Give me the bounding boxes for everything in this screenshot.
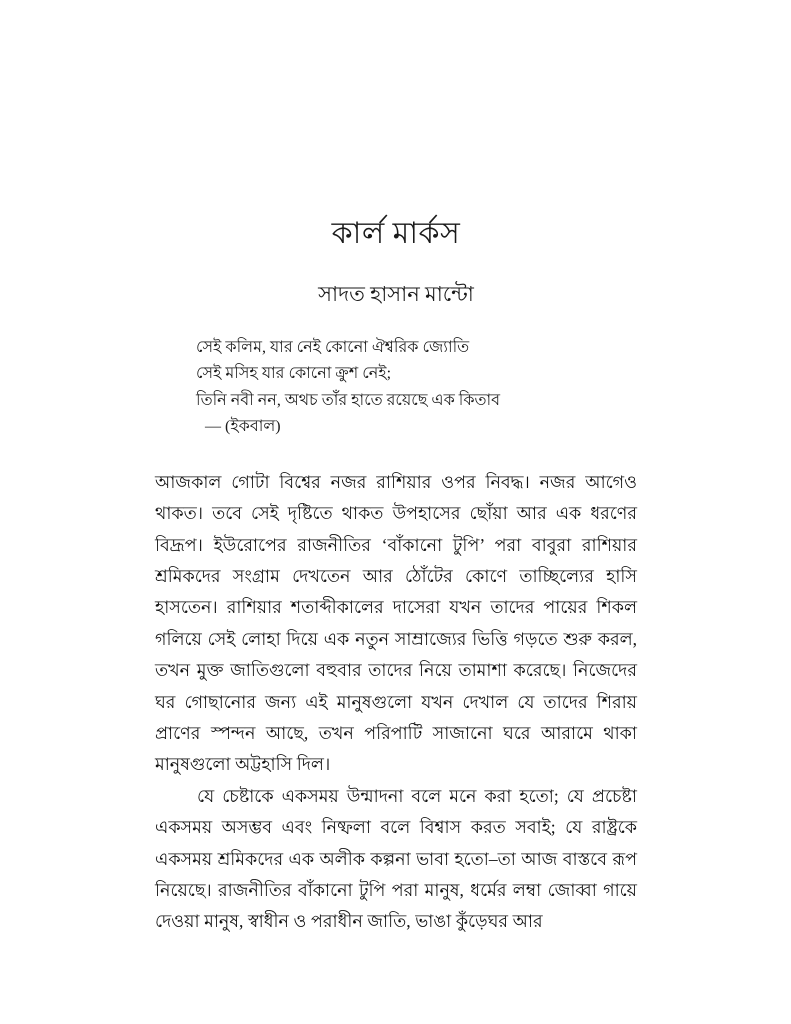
page-content xyxy=(155,0,637,938)
body-paragraph: আজকাল গোটা বিশ্বের নজর রাশিয়ার ওপর নিবদ্ধ। নজর আগেও থাকত। তবে সেই দৃষ্টিতে থাকত উপহাসের ছোঁয়া আর এক ধরণের বিদ্রূপ। ইউরোপের রাজনীতির ‘বাঁকানো টুপি’ পরা বাবুরা রাশিয়ার শ্রমিকদের সংগ্রাম দেখতেন আর ঠোঁটের কোণে তাচ্ছিল্যের হাসি হাসতেন। রাশিয়ার শতাব্দীকালের দাসেরা যখন তাদের পায়ের শিকল গলিয়ে সেই লোহা দিয়ে এক নতুন সাম্রাজ্যের ভিত্তি গড়তে শুরু করল, তখন মুক্ত জাতিগুলো বহুবার তাদের নিয়ে তামাশা করেছে। নিজেদের ঘর গোছানোর জন্য এই মানুষগুলো যখন দেখাল যে তাদের শিরায় প্রাণের স্পন্দন আছে, তখন পরিপাটি সাজানো ঘরে আরামে থাকা মানুষগুলো অট্টহাসি দিল। xyxy=(155,471,637,775)
body-paragraph: যে চেষ্টাকে একসময় উন্মাদনা বলে মনে করা হতো; যে প্রচেষ্টা একসময় অসম্ভব এবং নিষ্ফলা বলে বিশ্বাস করত সবাই; যে রাষ্ট্রকে একসময় শ্রমিকদের এক অলীক কল্পনা ভাবা হতো–তা আজ বাস্তবে রূপ নিয়েছে। রাজনীতির বাঁকানো টুপি পরা মানুষ, ধর্মের লম্বা জোব্বা গায়ে দেওয়া মানুষ, স্বাধীন ও পরাধীন জাতি, ভাঙা কুঁড়েঘর আর xyxy=(155,785,637,932)
title-block xyxy=(155,0,637,308)
epigraph-line-1: সেই কলিম, যার নেই কোনো ঐশ্বরিক জ্যোতি xyxy=(196,338,470,356)
epigraph-line-3: তিনি নবী নন, অথচ তাঁর হাতে রয়েছে এক কিতাব xyxy=(196,391,501,409)
epigraph-attribution: — (ইকবাল) xyxy=(205,418,281,436)
author-byline: সাদত হাসান মান্টো xyxy=(318,281,474,306)
epigraph-block xyxy=(155,308,637,441)
page-title: কার্ল মার্কস xyxy=(331,217,461,250)
epigraph-line-2: সেই মসিহ যার কোনো ক্রুশ নেই; xyxy=(196,365,392,383)
body-text xyxy=(155,441,637,938)
